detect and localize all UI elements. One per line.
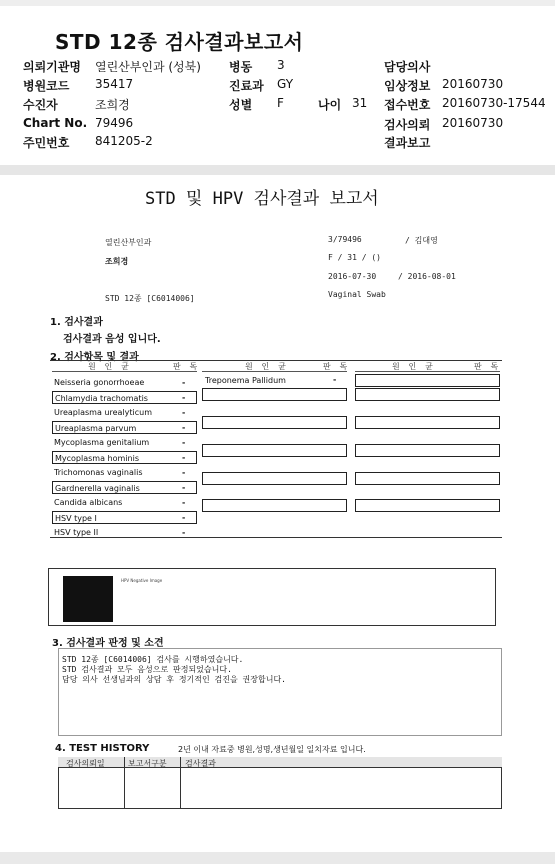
- header-label: 접수번호: [384, 98, 431, 112]
- organism-result: -: [182, 438, 186, 447]
- organism-name: Mycoplasma genitalium: [54, 438, 150, 447]
- header-value: 열린산부인과 (성북): [95, 60, 201, 74]
- received-date: 2016-07-30: [328, 272, 377, 281]
- result-image-thumbnail: [63, 576, 113, 622]
- organism-result: -: [182, 468, 186, 477]
- organism-name: HSV type I: [52, 511, 197, 524]
- chart-number: 3/79496: [328, 235, 362, 244]
- empty-result-cell: [202, 499, 347, 512]
- organism-result: -: [182, 393, 186, 402]
- reported-date: / 2016-08-01: [398, 272, 456, 281]
- history-header-result: 검사결과: [185, 759, 216, 768]
- organism-name: HSV type II: [54, 528, 99, 537]
- empty-result-cell: [355, 444, 500, 457]
- header-value: 79496: [95, 116, 134, 130]
- table-bottom-rule: [50, 537, 502, 538]
- organism-name: Ureaplasma parvum: [52, 421, 197, 434]
- col1-organism-header: 원 인 균: [88, 362, 131, 371]
- header-value: F: [277, 96, 284, 110]
- organism-name: Mycoplasma hominis: [52, 451, 197, 464]
- section-4-title: 4. TEST HISTORY: [55, 743, 150, 754]
- header-label: 병원코드: [23, 79, 70, 93]
- finding-line: STD 12종 [C6014006] 검사를 시행하였습니다.: [62, 655, 244, 664]
- section-2-title: 2. 검사항목 및 결과: [50, 352, 139, 363]
- empty-result-cell: [202, 472, 347, 485]
- history-header-type: 보고서구분: [128, 759, 167, 768]
- image-caption: HPV Negative Image: [121, 578, 163, 583]
- empty-result-cell: [355, 388, 500, 401]
- col3-result-header: 판 독: [474, 362, 501, 371]
- header-label: 주민번호: [23, 136, 70, 150]
- header-label: 검사의뢰: [384, 118, 431, 132]
- col2-header-rule: [202, 371, 347, 372]
- doctor-name: / 김대영: [405, 236, 438, 245]
- empty-result-cell: [202, 388, 347, 401]
- organism-result: -: [182, 408, 186, 417]
- empty-result-cell: [355, 499, 500, 512]
- header-value: 841205-2: [95, 134, 153, 148]
- empty-result-cell: [355, 374, 500, 387]
- header-value: 20160730-17544: [442, 96, 546, 110]
- finding-line: STD 검사결과 모두 음성으로 판정되었습니다.: [62, 665, 232, 674]
- header-label: 의뢰기관명: [23, 60, 81, 74]
- col3-organism-header: 원 인 균: [392, 362, 435, 371]
- specimen-type: Vaginal Swab: [328, 290, 386, 299]
- col3-header-rule: [355, 371, 500, 372]
- page-bottom-strip: [0, 852, 555, 864]
- history-note: 2년 이내 자료중 병원,성명,생년월일 일치자료 입니다.: [178, 745, 366, 754]
- header-value: 조희경: [95, 98, 130, 112]
- organism-result: -: [182, 528, 186, 537]
- header-label: 결과보고: [384, 136, 431, 150]
- header-label: 담당의사: [384, 60, 431, 74]
- history-col-divider: [124, 757, 125, 809]
- empty-result-cell: [355, 416, 500, 429]
- header-value: 20160730: [442, 77, 504, 91]
- organism-result: -: [182, 378, 186, 387]
- empty-result-cell: [355, 472, 500, 485]
- header-value: 35417: [95, 77, 134, 91]
- header-value: 3: [277, 58, 285, 72]
- col1-result-header: 판 독: [173, 362, 200, 371]
- clinic-name: 열린산부인과: [105, 238, 152, 247]
- header-value: 31: [352, 96, 368, 110]
- history-header-date: 검사의뢰일: [66, 759, 105, 768]
- header-value: 20160730: [442, 116, 504, 130]
- col2-result-header: 판 독: [323, 362, 350, 371]
- finding-line: 담당 의사 선생님과의 상담 후 정기적인 검진을 권장합니다.: [62, 675, 287, 684]
- organism-name: Ureaplasma urealyticum: [54, 408, 152, 417]
- patient-name: 조희경: [105, 257, 129, 266]
- treponema-result: -: [333, 375, 337, 384]
- test-name: STD 12종 [C6014006]: [105, 294, 195, 303]
- treponema-name: Treponema Pallidum: [205, 376, 286, 385]
- header-label: 수진자: [23, 98, 58, 112]
- header-label: 진료과: [229, 79, 264, 93]
- organism-name: Neisseria gonorrhoeae: [54, 378, 145, 387]
- section-1-title: 1. 검사결과: [50, 317, 103, 328]
- organism-result: -: [182, 513, 186, 522]
- organism-name: Trichomonas vaginalis: [54, 468, 143, 477]
- header-label: Chart No.: [23, 116, 88, 130]
- section-3-title: 3. 검사결과 판정 및 소견: [52, 638, 164, 649]
- empty-result-cell: [202, 416, 347, 429]
- header-value: GY: [277, 77, 294, 91]
- organism-name: Candida albicans: [54, 498, 123, 507]
- header-label: 임상정보: [384, 79, 431, 93]
- organism-result: -: [182, 483, 186, 492]
- organism-name: Chlamydia trachomatis: [52, 391, 197, 404]
- col1-header-rule: [52, 371, 197, 372]
- organism-result: -: [182, 498, 186, 507]
- organism-name: Gardnerella vaginalis: [52, 481, 197, 494]
- header-title: STD 12종 검사결과보고서: [55, 30, 304, 54]
- section-1-result: 검사결과 음성 입니다.: [63, 334, 161, 345]
- empty-result-cell: [202, 444, 347, 457]
- history-col-divider: [180, 757, 181, 809]
- header-label: 성별: [229, 98, 253, 112]
- result-image-frame: [48, 568, 496, 626]
- organism-result: -: [182, 423, 186, 432]
- report-title: STD 및 HPV 검사결과 보고서: [145, 189, 379, 209]
- organism-result: -: [182, 453, 186, 462]
- header-label: 병동: [229, 60, 253, 74]
- page-gap: [0, 165, 555, 175]
- sex-age: F / 31 / (): [328, 253, 381, 262]
- header-label: 나이: [318, 98, 342, 112]
- col2-organism-header: 원 인 균: [245, 362, 288, 371]
